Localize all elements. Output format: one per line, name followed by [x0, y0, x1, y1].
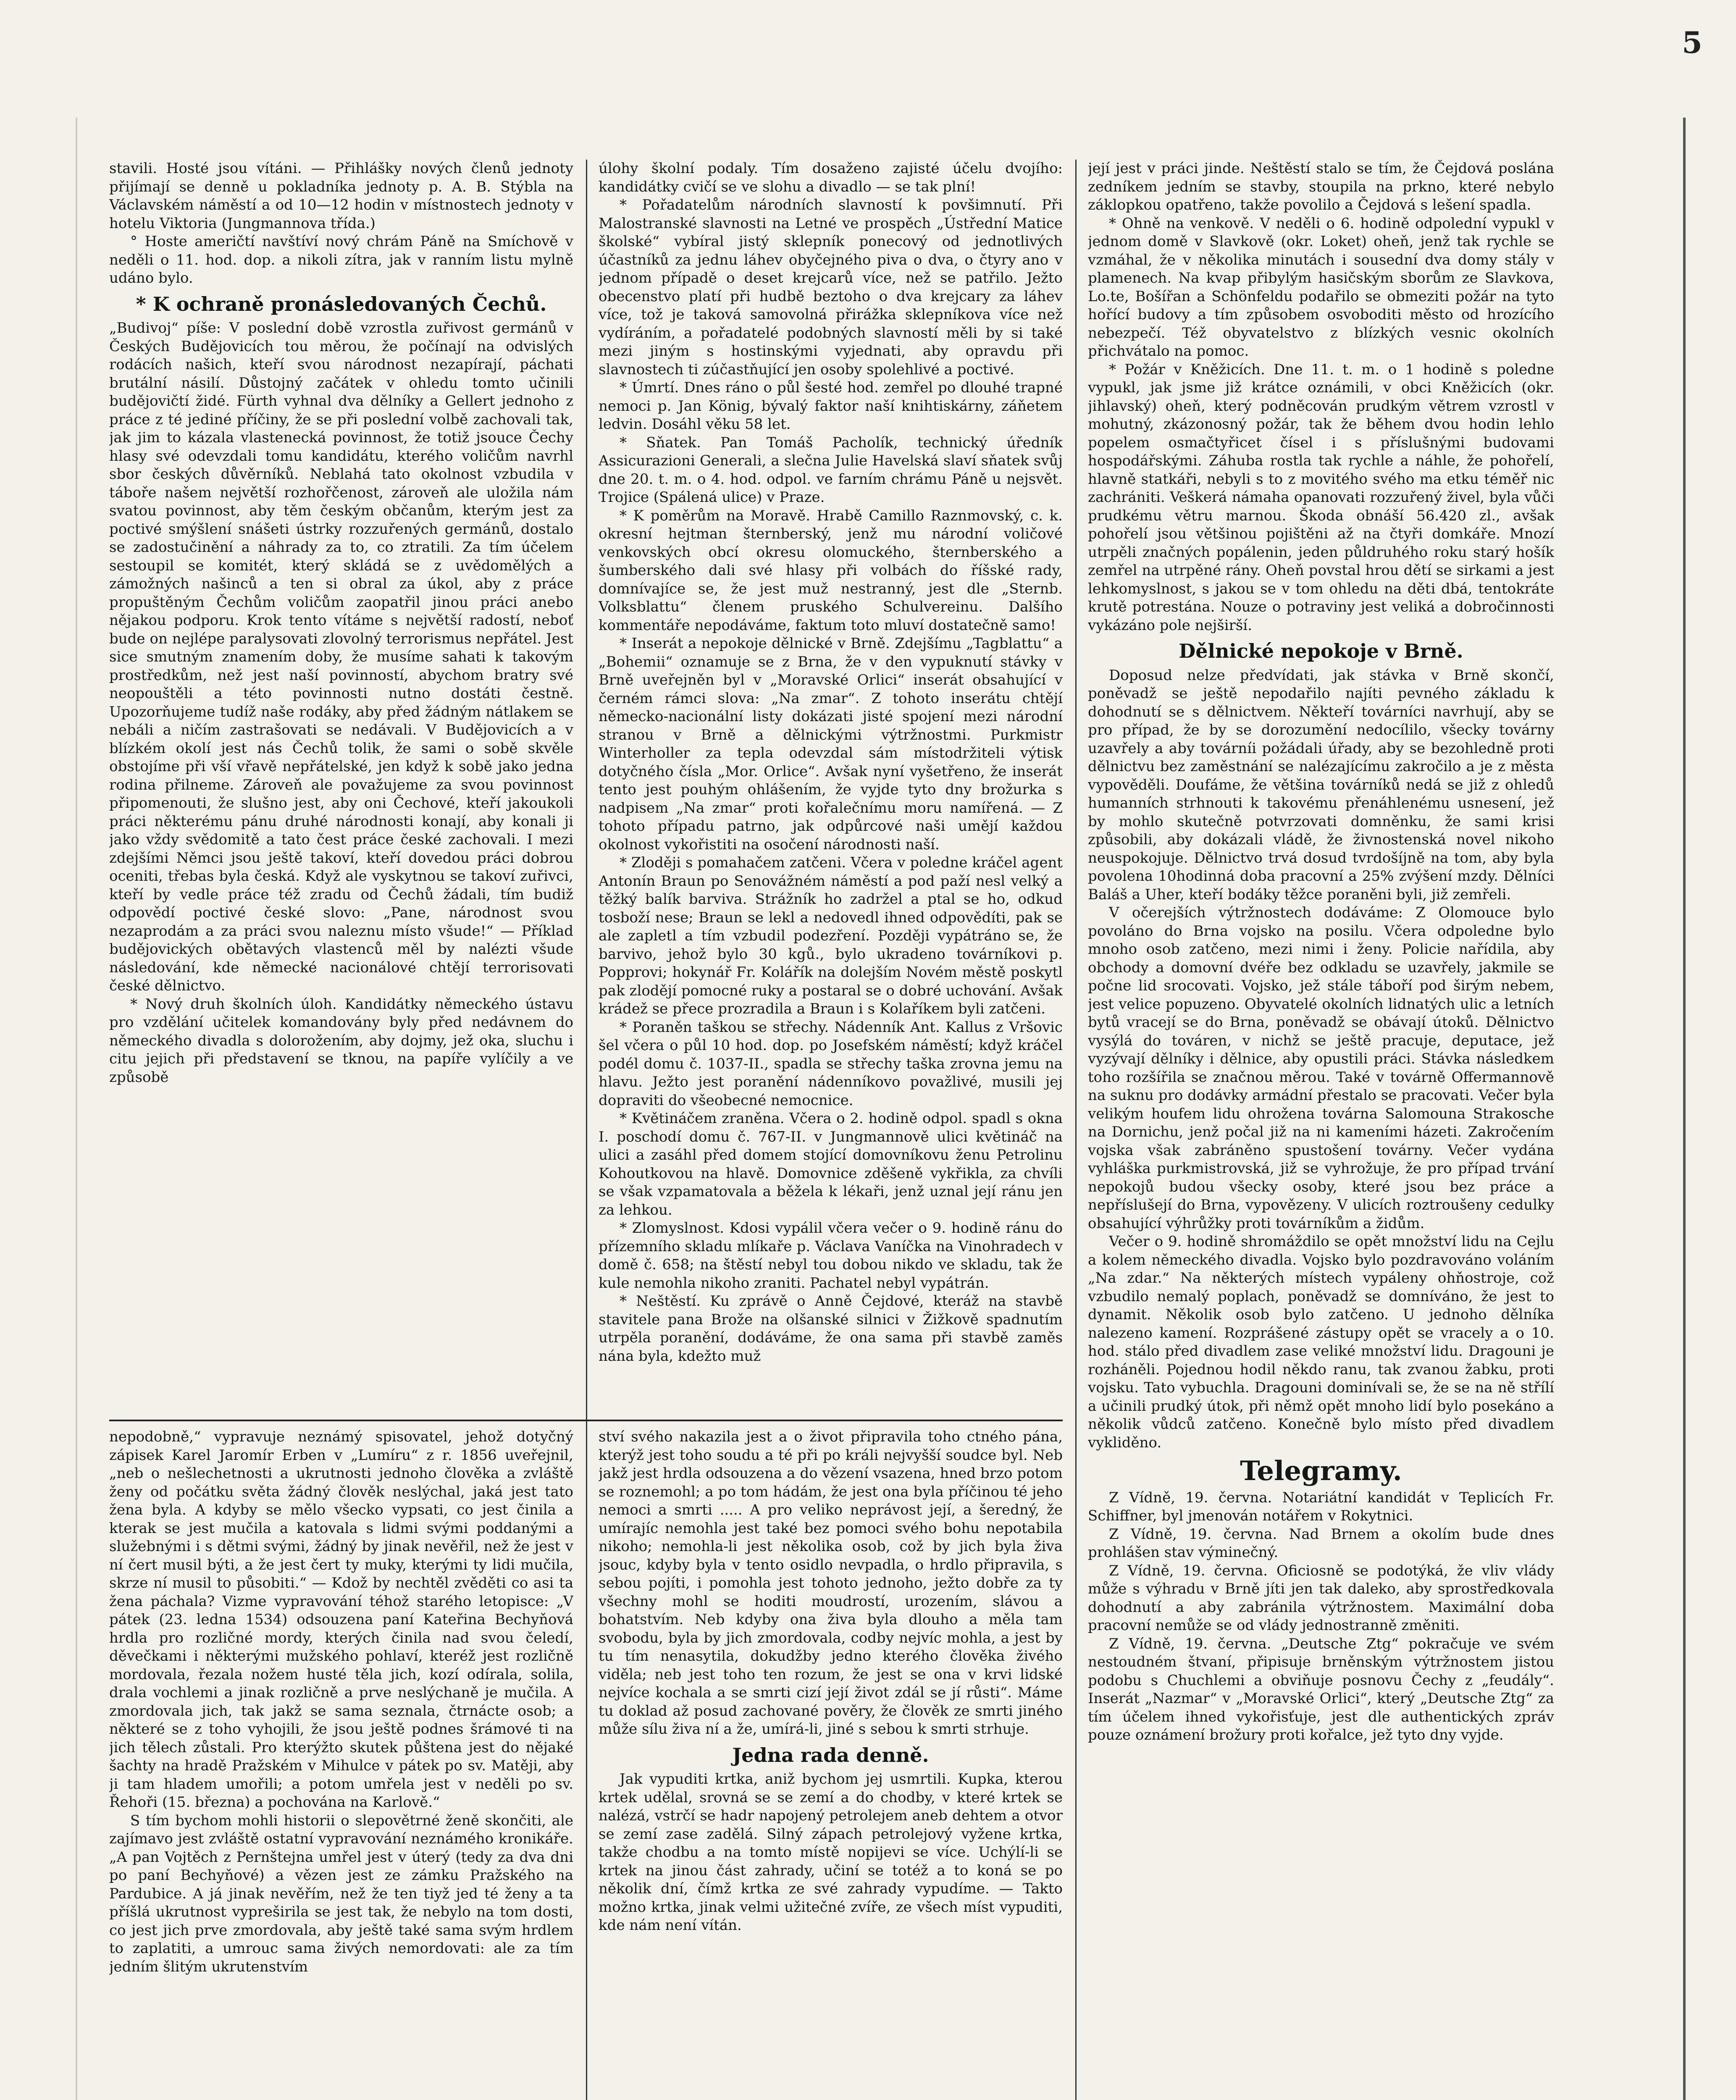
page-edge-left [76, 118, 77, 2100]
article-paragraph: Z Vídně, 19. června. „Deutsche Ztg“ pokračuje ve svém nestoudném štvaní, připisuje brněnským výtržnostem jistou podobu s Chuchlemi a obviňuje posnovu Čechy z „feudály“. Inserát „Nazmar“ v „Moravské Orlici“, který „Deutsche Ztg“ za tím účelem ihned vykořisťuje, jest dle authentických zpráv pouze oznámení brožury proti kořalce, jež tyto dny vyjde. [1088, 1635, 1554, 1743]
article-paragraph: * Požár v Kněžicích. Dne 11. t. m. o 1 hodině s poledne vypukl, jak jsme již krátce oznámili, v obci Kněžicích (okr. jihlavský) oheň, který podněcován prudkým větrem vzrostl v mohutný, zkázonosný požár, tak že během dvou hodin lehlo popelem osmačtyřicet čísel i s příslušnými budovami hospodářskými. Záhuba rostla tak rychle a náhle, že pohořelí, hlavně statkáři, nebyli s to z movitého svého ma etku téměř nic zachrániti. Veškerá námaha opanovati rozzuřený živel, byla vůči prudkému větru marnou. Škoda obnáší 56.420 zl., avšak pohořelí jsou většinou pojištěni až na čtyři domkáře. Mnozí utrpěli značných popálenin, jeden půldruhého roku starý hošík zemřel na utrpěné rány. Oheň povstal hrou dětí se sirkami a jest lehkomyslnost, s jakou se v tom ohledu na děti dbá, tentokráte krutě potrestána. Nouze o potraviny jest veliká a dobročinnosti vykázáno pole nejširší. [1088, 361, 1554, 634]
article-paragraph: její jest v práci jinde. Neštěstí stalo se tím, že Čejdová poslána zedníkem jedním se stavby, stoupila na prkno, které nebylo záklopkou opatřeno, takže povolilo a Čejdová s lešení spadla. [1088, 160, 1554, 213]
article-paragraph: * Neštěstí. Ku zprávě o Anně Čejdové, kteráž na stavbě stavitele pana Brože na olšanské silnici v Žižkově spadnutím utrpěla poranění, dodáváme, že ona sama při stavbě zaměs nána byla, kdežto muž [599, 1293, 1063, 1365]
article-paragraph: nepodobně,“ vypravuje neznámý spisovatel, jehož dotyčný zápisek Karel Jaromír Erben v „Lumíru“ z r. 1856 uveřejnil, „neb o nešlechetnosti a ukrutnosti jednoho člověka a zvláště ženy od počátku světa žádný člověk neslýchal, jaká jest tato žena byla. A kdyby se mělo všecko vypsati, co jest činila a kterak se jest mučila a katovala s lidmi svými poddanými a služebnými i s dětmi svými, žádný by jinak nevěřil, než že jest v ní čert musil býti, a že jest čert ty muky, kterými ty lidi mučila, skrze ní musil to působiti.“ — Kdož by nechtěl zvěděti co asi ta žena páchala? Vizme vypravování téhož starého letopisce: „V pátek (23. ledna 1534) odsouzena paní Kateřina Bechyňová hrdla pro rozličné mordy, kterých činila nad svou čeledí, děvečkami i některými mužského pohlaví, kteréž jest rozličně mordovala, řezala nožem husté těla jich, kozí odírala, solila, drala vochlemi a jinak rozličně a prve neslýchaně je mučila. A zmordovala jich, tak jakž se sama seznala, čtrnácte osob; a některé se z toho vyhojili, že jsou ještě podnes šrámové ti na jich tělech zůstali. Pro kterýžto skutek půštena jest do nějaké šachty na hradě Pražském v Mihulce v pátek po sv. Matěji, aby ji tam hladem umořili; a potom umřela jest v neděli po sv. Řehoři (15. března) a pochována na Karlově.“ [109, 1428, 573, 1811]
article-paragraph: ství svého nakazila jest a o život připravila toho ctného pána, kterýž jest toho soudu a té při po králi nejvyšší soudce byl. Neb jakž jest hrdla odsouzena a do vězení vsazena, hned brzo potom se roznemohl; a po tom hádám, že jest ona byla příčinou té jeho nemoci a smrti ..... A pro veliko neprávost její, a šeredný, že umírajíc nemohla jest také bez pomoci svého bohu nepotabila nikoho; nemohla-li jest několika osob, což by jich byla živa jsouc, kdyby byla v tento osidlo nevpadla, o hrdlo připravila, s sebou pojíti, i pomohla jest tohoto jednoho, ježto dobře za ty všechny mohl se hoditi moudrostí, urozením, slávou a bohatstvím. Neb kdyby ona živa byla dlouho a měla tam svobodu, byla by jich zmordovala, codby nejvíc mohla, a jest by tu tím nenasytila, dokudžby jedno kterého člověka živého viděla; neb jest toho ten rozum, že jest se ona v krvi lidské nejvíce kochala a se smrti cizí její život zdál se jí růsti“. Máme tu doklad až posud zachované pověry, že člověk ze smrti jiného může sílu živa ní a že, umírá-li, jiné s sebou k smrti strhuje. [599, 1428, 1063, 1738]
article-paragraph: ° Hoste američtí navštíví nový chrám Páně na Smíchově v neděli o 11. hod. dop. a nikoli zítra, jak v ranním listu mylně udáno bylo. [109, 233, 573, 286]
section-separator [109, 1420, 1063, 1421]
article-paragraph: S tím bychom mohli historii o slepovětrné ženě skončiti, ale zajímavo jest zvláště ostatní vypravování neznámého kronikáře. „A pan Vojtěch z Pernštejna umřel jest v úterý (tedy za dva dni po paní Bechyňové) a vězen jest ze zámku Pražského na Pardubice. A já jinak nevěřím, než že ten tiyž jed té ženy a ta příšlá ukrutnost vypreširila se jest tak, že nebylo na tom dosti, co jest jich prve zmordovala, aby ještě také sama svým hrdlem to zaplatiti, a umrouc sama živých nemordovati: ale za tím jedním šlitým ukrutenstvím [109, 1812, 573, 1975]
article-paragraph: Z Vídně, 19. června. Oficiosně se podotýká, že vliv vlády může s výhradu v Brně jíti jen tak daleko, aby sprostředkovala dohodnutí a aby zabránila výtržnostem. Maximální doba pracovní nemůže se od vlády jednostranně změniti. [1088, 1562, 1554, 1634]
article-paragraph: * Nový druh školních úloh. Kandidátky německého ústavu pro vzdělání učitelek komandovány byly před nedávnem do německého divadla s dolorožením, aby dojmy, jež oka, sluchu i citu jejich při představení se tknou, na papíře vylíčily a ve způsobě [109, 995, 573, 1086]
article-paragraph: * Zloději s pomahačem zatčeni. Včera v poledne kráčel agent Antonín Braun po Senovážném náměstí a pod paží nesl velký a těžký balík barviva. Strážník ho zadržel a ptal se ho, odkud tosboží nese; Braun se lekl a nedovedl ihned odpovědíti, pak se ale zapletl a tím vzbudil podezření. Později vypátráno se, že barvivo, jehož bylo 30 kgů., bylo ukradeno továrníkovi p. Popprovi; hokynář Fr. Kolářík na dolejším Novém městě poskytl pak zlodějí pomocné ruky a postaral se o dobré uchování. Avšak krádež se přece prozradila a Braun i s Kolaříkem byli zatčeni. [599, 854, 1063, 1017]
article-heading: Jedna rada denně. [732, 1743, 929, 1767]
column-middle-bottom [599, 1428, 1063, 2100]
article-heading: Dělnické nepokoje v Brně. [1179, 640, 1463, 662]
article-paragraph: * Úmrtí. Dnes ráno o půl šesté hod. zemřel po dlouhé trapné nemoci p. Jan König, bývalý faktor naší knihtiskárny, záňetem ledvin. Dosáhl věku 58 let. [599, 379, 1063, 433]
article-paragraph: Doposud nelze předvídati, jak stávka v Brně skončí, poněvadž se ještě nepodařilo najíti pevného základu k dohodnutí se s dělnictvem. Někteří továrníci navrhují, aby se pro případ, že by se dorozumění nedocílilo, všecky továrny uzavřely a aby továrníi požádali úřady, aby se bezohledně proti dělnictvu bez zaměstnání se nalézajícímu zakročilo a je z města vypověděli. Doufáme, že většina továrníků nedá se již z ohledů humanních strhnouti k takovému přenáhlenému usnesení, jež by mohlo skutečně potvrzovati domněnku, že sami krisi způsobili, aby dokázali vládě, že živnostenská novel nikoho neuspokojuje. Dělnictvo trvá dosud tvrdošíjně na tom, aby byla povolena 10hodinná doba pracovní a 25% zvýšení mzdy. Dělníci Baláš a Uher, kteří bodáky těžce poraněni byli, již zemřeli. [1088, 667, 1554, 903]
article-paragraph: Z Vídně, 19. června. Notariátní kandidát v Teplicích Fr. Schiffner, byl jmenován notářem v Rokytnici. [1088, 1489, 1554, 1524]
column-divider [1075, 160, 1077, 2100]
article-paragraph: * Pořadatelům národních slavností k povšimnutí. Při Malostranské slavnosti na Letné ve prospěch „Ústřední Matice školské“ vybíral jistý sklepník ponecový od jednotlivých účastníků za jednu láhev obyčejného piva o dva, o čtyry ano v jednom případě o deset krejcarů více, než se patřilo. Ježto obecenstvo platí při hudbě beztoho o dva krejcary za láhev více, tož je taková samovolná přirážka sklepníkova více než vydíráním, a pořadatelé podobných slavností měli by si také mezi jiným s hostinskými vyjednati, aby opravdu při slavnostech ti zúčastňující jen osoby spolehlivé a poctivé. [599, 197, 1063, 378]
article-paragraph: * Ohně na venkově. V neděli o 6. hodině odpolední vypukl v jednom domě v Slavkově (okr. Loket) oheň, jenž tak rychle se vzmáhal, že v několika minutách i sousední dva domy stály v plamenech. Na kvap přibylým hasičským sborům ze Slavkova, Lo.te, Bošířan a Schönfeldu podařilo se obmeziti požár na tyto hořící budovy a tím způsobem osvoboditi město od hrozícího nebezpečí. Též obyvatelstvo z blízkých vesnic okolních přichvátalo na pomoc. [1088, 215, 1554, 360]
article-paragraph: * Květináčem zraněna. Včera o 2. hodině odpol. spadl s okna I. poschodí domu č. 767-II. v Jungmannově ulici květináč na ulici a zasáhl před domem stojící domovníkovu ženu Petrolinu Kohoutkovou na hlavě. Domovnice zděšeně vykřikla, za chvíli se však vzpamatovala a běžela k lékaři, jenž uznal její ránu jen za lehkou. [599, 1110, 1063, 1218]
article-paragraph: * K poměrům na Moravě. Hrabě Camillo Raznmovský, c. k. okresní hejtman šternberský, jenž mu národní voličové venkovských obcí okresu olomuckého, šternberského a šumberského dali své hlasy při volbách do říšské rady, domnívajíce se, že jest muž nestranný, jest dle „Sternb. Volksblattu“ členem pruského Schulvereinu. Dalšího kommentáře nepodáváme, faktum toto mluví dostatečně samo! [599, 507, 1063, 634]
article-paragraph: * Sňatek. Pan Tomáš Pacholík, technický úředník Assicurazioni Generali, a slečna Julie Havelská slaví sňatek svůj dne 20. t. m. o 4. hod. odpol. ve farním chrámu Páně u nejsvět. Trojice (Spálená ulice) v Praze. [599, 434, 1063, 506]
article-paragraph: Večer o 9. hodině shromáždilo se opět množství lidu na Cejlu a kolem německého divadla. Vojsko bylo pozdravováno voláním „Na zdar.“ Na některých místech vypáleny ohňostroje, což vzbudilo nemalý poplach, poněvadž se domníváno, že jest to dynamit. Několik osob bylo zatčeno. U jednoho dělníka nalezeno kamení. Rozprášené zástupy opět se vracely a o 10. hod. stálo před divadlem zase veliké množství lidu. Dragouni je rozháněli. Pojednou hodil někdo ranu, tak zvanou žabku, proti vojsku. Tato vybuchla. Dragouni dominívali se, že se na ně střílí a učinili prudký útok, při němž opět mnoho lidí bylo posekáno a několik vůdců zatčeno. Konečně bylo místo před divadlem vykliděno. [1088, 1233, 1554, 1451]
article-paragraph: Jak vypuditi krtka, aniž bychom jej usmrtili. Kupka, kterou krtek udělal, srovná se se zemí a do chodby, v které krtek se nalézá, vstrčí se hadr napojený petrolejem aneb dehtem a otvor se zemí zase zadělá. Silný zápach petrolejový vyžene krtka, takže chodbu a na tomto místě nopijevi se více. Uchýlí-li se krtek na jinou část zahrady, učiní se totéž a to koná se po několik dní, čímž krtka ze své zahrady vypudíme. — Takto možno krtka, jinak velmi užitečné zvíře, ze všech míst vypuditi, kde nám není vítán. [599, 1771, 1063, 1934]
newspaper-page [109, 160, 1558, 2100]
column-right [1088, 160, 1554, 2100]
article-paragraph: stavili. Hosté jsou vítáni. — Přihlášky nových členů jednoty přijímají se denně u pokladníka jednoty p. A. B. Stýbla na Václavském náměstí a od 10—12 hodin v místnostech jednoty v hotelu Viktoria (Jungmannova třída.) [109, 160, 573, 232]
article-paragraph: „Budivoj“ píše: V poslední době vzrostla zuřivost germánů v Českých Budějovicích tou měrou, že počínají na odvislých rodácích našich, kteří svou národnost nezapírají, páchati brutální násilí. Důstojný začátek v ohledu tomto učinili budějovičtí židé. Fürth vyhnal dva dělníky a Gellert jednoho z práce z té jediné příčiny, že se při poslední volbě zachovali tak, jak jim to kázala vlastenecká povinnost, že totiž jsouce Čechy hlasy své odevzdali tomu kandidátu, kterého voličům navrhl sbor českých důvěrníků. Neblahá tato okolnost vzbudila v táboře našem největší rozhořčenost, zároveň ale uložila nám svatou povinnost, aby těm českým občanům, kterým jest za poctivé smýšlení snášeti ústrky rozzuřených germánů, dostalo se zadostučinění a náhrady za to, co ztratili. Za tím účelem sestoupil se komitét, který skládá se z uvědomělých a zámožných našinců a ten si obral za úkol, aby z práce propuštěným Čechům voličům zaopatřil jinou práci anebo nějakou podporu. Krok tento vítáme s největší radostí, neboť bude on nejlépe paralysovati zlovolný terrorismus nepřátel. Jest sice smutným znamením doby, že musíme sahati k takovým prostředkům, než jest naší povinností, abychom bratry své neopouštěli a této povinnosti nutno dostáti čestně. Upozorňujeme tudíž naše rodáky, aby před žádným nátlakem se nebáli a ničím zastrašovati se nedávali. V Budějovicích a v blízkém okolí jest nás Čechů tolik, že sami o sobě skvěle obstojíme při vší vřavě nepřátelské, jen když k sobě jako jedna rodina přilneme. Zároveň ale považujeme za svou povinnost připomenouti, že slušno jest, aby oni Čechové, kteří jakoukoli práci některému pánu druhé národnosti konají, aby konali ji jako vždy svědomitě a tato čest práce české zachovali. I mezi zdejšími Němci jsou ještě takoví, kteří dovedou práci dobrou oceniti, třebas byla česká. Když ale vyskytnou se takoví zuřivci, kteří by vedle práce též zradu od Čechů žádali, tím budiž odpovědí poctivé české slovo: „Pane, národnost svou nezaprodám a za práci svou naleznu místo všude!“ — Příklad budějovických obětavých vlastenců měl by nalézti všude následování, kde německé nacionálové chtějí terrorisovati české dělnictvo. [109, 320, 573, 994]
column-divider [586, 160, 587, 2100]
article-paragraph: V očerejších výtržnostech dodáváme: Z Olomouce bylo povoláno do Brna vojsko na posilu. Včera odpoledne bylo mnoho osob zatčeno, mezi nimi i ženy. Policie nařídila, aby obchody a domovní dvéře bez odkladu se uzavřely, jakmile se počne lid srocovati. Vojsko, jež stále táboří pod širým nebem, jest velice popuzeno. Obyvatelé okolních lidnatých ulic a letních bytů vracejí se do Brna, poněvadž se obávají útoků. Dělnictvo vysýlá do továren, v nichž se ještě pracuje, deputace, jež vyzývají dělníky i dělnice, aby opustili práci. Stávka následkem toho rozšířila se značnou měrou. Také v továrně Offermannově na suknu pro dodávky armádní přestalo se pracovati. Večer byla velikým houfem lidu ohrožena továrna Salomouna Strakosche na Dornichu, jenž počal již na ni kameními házeti. Zakročením vojska však zabráněno spustošení továrny. Večer vydána vyhláška purkmistrovská, již se vyhrožuje, že pro případ trvání nepokojů budou všecky osoby, které jsou bez práce a nepříslušejí do Brna, vypovězeny. V ulicích roztroušeny cedulky obsahující výhrůžky proti továrníkům a židům. [1088, 904, 1554, 1232]
article-paragraph: * Inserát a nepokoje dělnické v Brně. Zdejšímu „Tagblattu“ a „Bohemii“ oznamuje se z Brna, že v den vypuknutí stávky v Brně uveřejněn byl v „Moravské Orlici“ inserát obsahující v černém rámci slova: „Na zmar“. Z tohoto inserátu chtějí německo-nacionální listy dokázati jisté spojení mezi národní stranou v Brně a dělnickými výtržnostmi. Purkmistr Winterholler za tepla odevzdal sám místodržiteli výtisk dotyčného čísla „Mor. Orlice“. Avšak nyní vyšetřeno, že inserát tento jest pouhým ohlášením, že vyjde tyto dny brožurka s nadpisem „Na zmar“ proti kořalečnímu moru namířená. — Z tohoto případu patrno, jak odpůrcové naši umějí každou okolnost vykořistiti na osočení národnosti naší. [599, 635, 1063, 853]
column-middle-top [599, 160, 1063, 1411]
page-number: 5 [1682, 25, 1702, 60]
page-edge-right [1683, 118, 1686, 2100]
article-paragraph: Z Vídně, 19. června. Nad Brnem a okolím bude dnes prohlášen stav výminečný. [1088, 1525, 1554, 1561]
article-paragraph: úlohy školní podaly. Tím dosaženo zajisté účelu dvojího: kandidátky cvičí se ve slohu a divadlo — se tak plní! [599, 160, 1063, 195]
column-left-top [109, 160, 573, 1411]
article-paragraph: * Poraněn taškou se střechy. Nádenník Ant. Kallus z Vršovic šel včera o půl 10 hod. dop. po Josefském náměstí; když kráčel podél domu č. 1037-II., spadla se střechy taška zrovna jemu na hlavu. Ježto jest poranění nádenníkovo považlivé, musili jej dopraviti do všeobecné nemocnice. [599, 1018, 1063, 1109]
column-left-bottom [109, 1428, 573, 2100]
article-heading: * K ochraně pronásledovaných Čechů. [136, 292, 547, 315]
section-heading: Telegramy. [1240, 1455, 1402, 1487]
article-paragraph: * Zlomyslnost. Kdosi vypálil včera večer o 9. hodině ránu do přízemního skladu mlíkaře p. Václava Vaníčka na Vinohradech v domě č. 658; na štěstí nebyl tou dobou nikdo ve skladu, tak že kule nemohla nikoho zraniti. Pachatel nebyl vypátrán. [599, 1220, 1063, 1292]
